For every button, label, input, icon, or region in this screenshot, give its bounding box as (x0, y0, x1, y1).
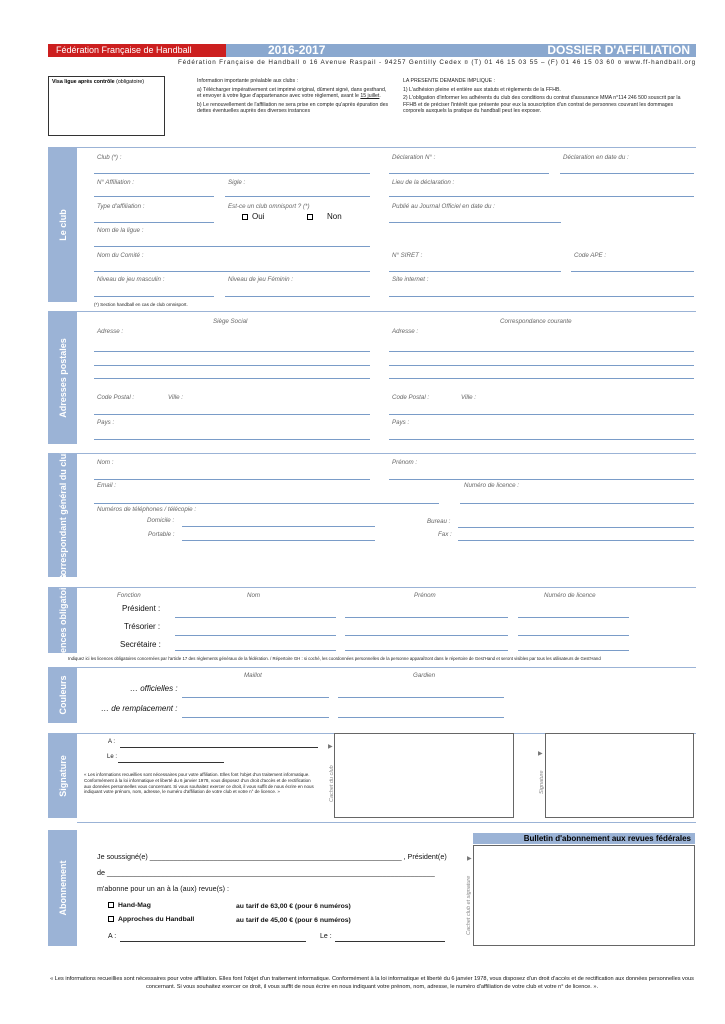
section-signature-tab: Signature (48, 733, 77, 818)
journal-line[interactable] (389, 222, 561, 223)
corr-nom-label: Nom : (97, 459, 114, 466)
section-correspondant (77, 453, 696, 577)
section-club (77, 147, 696, 302)
corr-prenom-line[interactable] (389, 479, 694, 480)
tresorier-prenom-line[interactable] (345, 635, 508, 636)
declaration-label: Déclaration N° : (392, 154, 436, 161)
cachet-arrow-icon: ▶ (328, 744, 333, 750)
corresp-heading: Correspondance courante (500, 318, 572, 325)
cachet-club-box[interactable] (334, 733, 514, 818)
domicile-label: Domicile : (147, 517, 175, 524)
non-checkbox[interactable] (307, 214, 313, 220)
fax-label: Fax : (438, 531, 452, 538)
siret-line[interactable] (389, 271, 561, 272)
info-block (197, 78, 392, 117)
footer-privacy-note: « Les informations recueillies sont nécessaires pour votre affiliation. Elles font l'objet d'un traitement informatique. Conformément à la loi informatique et liberté du 6 janvier 1978, vous disposez d'un droit d'accès et de rectification aux données personnelles vous concernant. Si vous souhaitez exercer ce droit, il vous suffit de nous écrire en nous indiquant votre prénom, nom, adresse, le numéro d'affiliation de votre club et votre n° de licence. ». (50, 976, 694, 990)
site-line[interactable] (389, 296, 694, 297)
section-club-tab: Le club (48, 147, 77, 302)
gardien-heading: Gardien (413, 672, 436, 679)
officielles-maillot-line[interactable] (182, 697, 329, 698)
ville-corresp-label: Ville : (461, 394, 477, 401)
portable-line[interactable] (182, 540, 375, 541)
signature-box[interactable] (545, 733, 694, 818)
abo-a-line[interactable] (120, 941, 306, 942)
prenom-heading: Prénom (414, 592, 436, 599)
secretaire-label: Secrétaire : (120, 640, 161, 649)
site-label: Site internet : (392, 276, 429, 283)
adresse-siege-line-1[interactable] (94, 351, 370, 352)
section-licences-tab: Licences obligatoires (48, 587, 77, 653)
ville-siege-label: Ville : (168, 394, 184, 401)
oui-option[interactable]: Oui (242, 212, 264, 221)
implies-1: 1) L'adhésion pleine et entière aux statuts et règlements de la FFHB. (403, 86, 561, 93)
season: 2016-2017 (268, 43, 326, 57)
declared-on-line[interactable] (560, 173, 694, 174)
club-label: Club (*) : (97, 154, 122, 161)
info-a: a) Télécharger impérativement cet imprimé original, dûment signé, dans gesthand, et envoyer à votre ligue d'appartenance avec votre règlement, avant le (197, 86, 387, 100)
abonne-text: m'abonne pour un an à la (aux) revue(s) : (97, 884, 230, 893)
adresse-corresp-line-2[interactable] (389, 365, 694, 366)
numero-heading: Numéro de licence (544, 592, 596, 599)
sig-le-line[interactable] (118, 762, 224, 763)
pays-siege-label: Pays : (97, 419, 115, 426)
adresse-corresp-line-1[interactable] (389, 351, 694, 352)
remplacement-label: … de remplacement : (101, 704, 178, 713)
adresse-siege-label: Adresse : (97, 328, 124, 335)
visa-label: Visa ligue après contrôle (52, 79, 115, 85)
lieu-label: Lieu de la déclaration : (392, 179, 455, 186)
abo-a-label: A : (108, 933, 117, 940)
section-abonnement-tab: Abonnement (48, 830, 77, 946)
sig-note: « Les informations recueillies sont nécessaires pour votre affiliation. Elles font l'objet d'un traitement informatique. Conformément à la loi informatique et liberté du 6 janvier 1978, vous disposez d'un droit d'accès et de rectification aux données personnelles vous concernant. Si vous souhaitez exercer ce droit, il vous suffit de nous écrire en nous indiquant votre prénom, nom, adresse, le numéro d'affiliation de votre club et votre n° de licence. » (84, 772, 314, 795)
implies-2: 2) L'obligation d'informer les adhérents du club des conditions du contrat d'assurance MMA n°114 246 500 souscrit par la FFHB et de préciser l'intérêt que présente pour eux la souscription d'un contrat de personnes couvrant les dommages corporels auxquels la pratique du handball peut les exposer. (403, 95, 681, 115)
tresorier-nom-line[interactable] (175, 635, 336, 636)
phones-label: Numéros de téléphones / télécopie : (97, 506, 197, 513)
remplacement-gardien-line[interactable] (338, 717, 504, 718)
declaration-line[interactable] (389, 173, 549, 174)
niv-f-label: Niveau de jeu Féminin : (228, 276, 294, 283)
president-prenom-line[interactable] (345, 617, 508, 618)
president-licence-line[interactable] (518, 617, 629, 618)
bureau-line[interactable] (458, 527, 694, 528)
sigle-line[interactable] (225, 196, 370, 197)
non-option[interactable]: Non (307, 212, 342, 221)
approches-tarif: au tarif de 45,00 € (pour 6 numéros) (236, 917, 351, 924)
domicile-line[interactable] (182, 526, 375, 527)
affiliation-line[interactable] (94, 196, 214, 197)
sig-le-label: Le : (107, 754, 118, 760)
portable-label: Portable : (148, 531, 175, 538)
ligue-label: Nom de la ligue : (97, 227, 144, 234)
secretaire-licence-line[interactable] (518, 650, 629, 651)
section-couleurs (77, 667, 696, 723)
bureau-label: Bureau : (427, 518, 451, 525)
adresse-corresp-label: Adresse : (392, 328, 419, 335)
president-label: Président : (122, 604, 161, 613)
visa-box (48, 76, 165, 136)
maillot-heading: Maillot (244, 672, 262, 679)
section-couleurs-tab: Couleurs (48, 667, 77, 723)
approches-checkbox[interactable] (108, 916, 114, 922)
tresorier-licence-line[interactable] (518, 635, 629, 636)
pays-corresp-line[interactable] (389, 439, 694, 440)
niv-m-label: Niveau de jeu masculin : (97, 276, 165, 283)
abo-cachet-arrow-icon: ▶ (467, 856, 472, 862)
siege-heading: Siège Social (213, 318, 248, 325)
abo-cachet-label: Cachet club et signature (466, 875, 472, 935)
niv-f-line[interactable] (225, 296, 370, 297)
implies-block (403, 78, 695, 117)
adresse-siege-line-3[interactable] (94, 378, 370, 379)
licences-note: Indiquez ici les licences obligatoires concernées par l'article 17 des règlements généraux de la fédération. / Répertoire GH : si coché, les coordonnées personnelles de la personne apparaîtront dans le répertoire de Gest'Hand et seront visibles par tous les utilisateurs de Gest'Hand (68, 656, 601, 661)
document-title: DOSSIER D'AFFILIATION (547, 43, 690, 57)
adresse-corresp-line-3[interactable] (389, 378, 694, 379)
president-nom-line[interactable] (175, 617, 336, 618)
officielles-gardien-line[interactable] (338, 697, 504, 698)
journal-label: Publié au Journal Officiel en date du : (392, 203, 495, 210)
handmag-option[interactable]: Hand-Mag (108, 902, 151, 909)
handmag-checkbox[interactable] (108, 902, 114, 908)
cp-siege-label: Code Postal : (97, 394, 135, 401)
corr-licence-line[interactable] (460, 503, 694, 504)
declared-on-label: Déclaration en date du : (563, 154, 629, 161)
omnisport-label: Est-ce un club omnisport ? (*) (228, 203, 310, 210)
cp-siege-line[interactable] (94, 414, 370, 415)
cp-corresp-label: Code Postal : (392, 394, 430, 401)
sig-a-label: A : (108, 739, 116, 745)
affiliation-label: N° Affiliation : (97, 179, 134, 186)
corr-prenom-label: Prénom : (392, 459, 418, 466)
corr-nom-line[interactable] (94, 479, 370, 480)
oui-checkbox[interactable] (242, 214, 248, 220)
sig-a-line[interactable] (120, 747, 318, 748)
niv-m-line[interactable] (94, 296, 214, 297)
comite-label: Nom du Comité : (97, 252, 144, 259)
de-club[interactable]: de __________________________________________________________________________________ (97, 868, 435, 877)
abo-le-line[interactable] (335, 941, 445, 942)
info-b: b) Le renouvellement de l'affiliation ne sera prise en compte qu'après épuration des dettes éventuelles auprès des diverses instances (197, 101, 389, 115)
secretaire-prenom-line[interactable] (345, 650, 508, 651)
federation-banner: Fédération Française de Handball (48, 44, 226, 57)
secretaire-nom-line[interactable] (175, 650, 336, 651)
section-adresses-tab: Adresses postales (48, 311, 77, 444)
club-line[interactable] (94, 173, 370, 174)
pays-siege-line[interactable] (94, 439, 370, 440)
adresse-siege-line-2[interactable] (94, 365, 370, 366)
signature-arrow-icon: ▶ (538, 751, 543, 757)
handmag-tarif: au tarif de 63,00 € (pour 6 numéros) (236, 903, 351, 910)
abo-le-label: Le : (320, 933, 332, 940)
info-a-date: 15 juillet (360, 93, 380, 100)
signature-box-label: Signature (539, 770, 545, 794)
type-line[interactable] (94, 222, 214, 223)
implies-title: LA PRESENTE DEMANDE IMPLIQUE : (403, 78, 495, 84)
tresorier-label: Trésorier : (124, 622, 161, 631)
visa-obligatoire: (obligatoire) (114, 79, 145, 85)
corr-email-line[interactable] (94, 503, 439, 504)
siret-label: N° SIRET : (392, 252, 423, 259)
abonnement-title: Bulletin d'abonnement aux revues fédérales (473, 833, 695, 844)
nom-heading: Nom (247, 592, 261, 599)
cp-corresp-line[interactable] (389, 414, 694, 415)
omnisport-note: (*) Section handball en cas de club omnisport. (94, 302, 188, 307)
ape-label: Code APE : (574, 252, 607, 259)
approches-option[interactable]: Approches du Handball (108, 916, 194, 923)
je-soussigne[interactable]: Je soussigné(e) _______________________________________________________________ , Président(e) (97, 852, 447, 861)
ape-line[interactable] (571, 271, 694, 272)
section-correspondant-tab: Correspondant général du club (48, 453, 77, 577)
fax-line[interactable] (458, 540, 694, 541)
title-banner (226, 44, 696, 57)
lieu-line[interactable] (389, 196, 694, 197)
fonction-heading: Fonction (117, 592, 141, 599)
cachet-club-label: Cachet du club (329, 765, 335, 802)
sigle-label: Sigle : (228, 179, 246, 186)
officielles-label: … officielles : (130, 684, 178, 693)
remplacement-maillot-line[interactable] (182, 717, 329, 718)
ligue-line[interactable] (94, 246, 370, 247)
federation-address: Fédération Française de Handball ¤ 16 Avenue Raspail - 94257 Gentilly Cedex ¤ (T) 01 46 15 03 55 – (F) 01 46 15 03 60 ¤ www.ff-handball.org (177, 59, 696, 66)
info-title: Information importante préalable aux clubs : (197, 78, 298, 84)
comite-line[interactable] (94, 271, 370, 272)
abo-cachet-box[interactable] (473, 845, 695, 946)
corr-licence-label: Numéro de licence : (464, 482, 520, 489)
corr-email-label: Email : (97, 482, 116, 489)
type-label: Type d'affiliation : (97, 203, 145, 210)
info-a-end: . (379, 93, 381, 100)
pays-corresp-label: Pays : (392, 419, 410, 426)
section-licences (77, 587, 696, 653)
